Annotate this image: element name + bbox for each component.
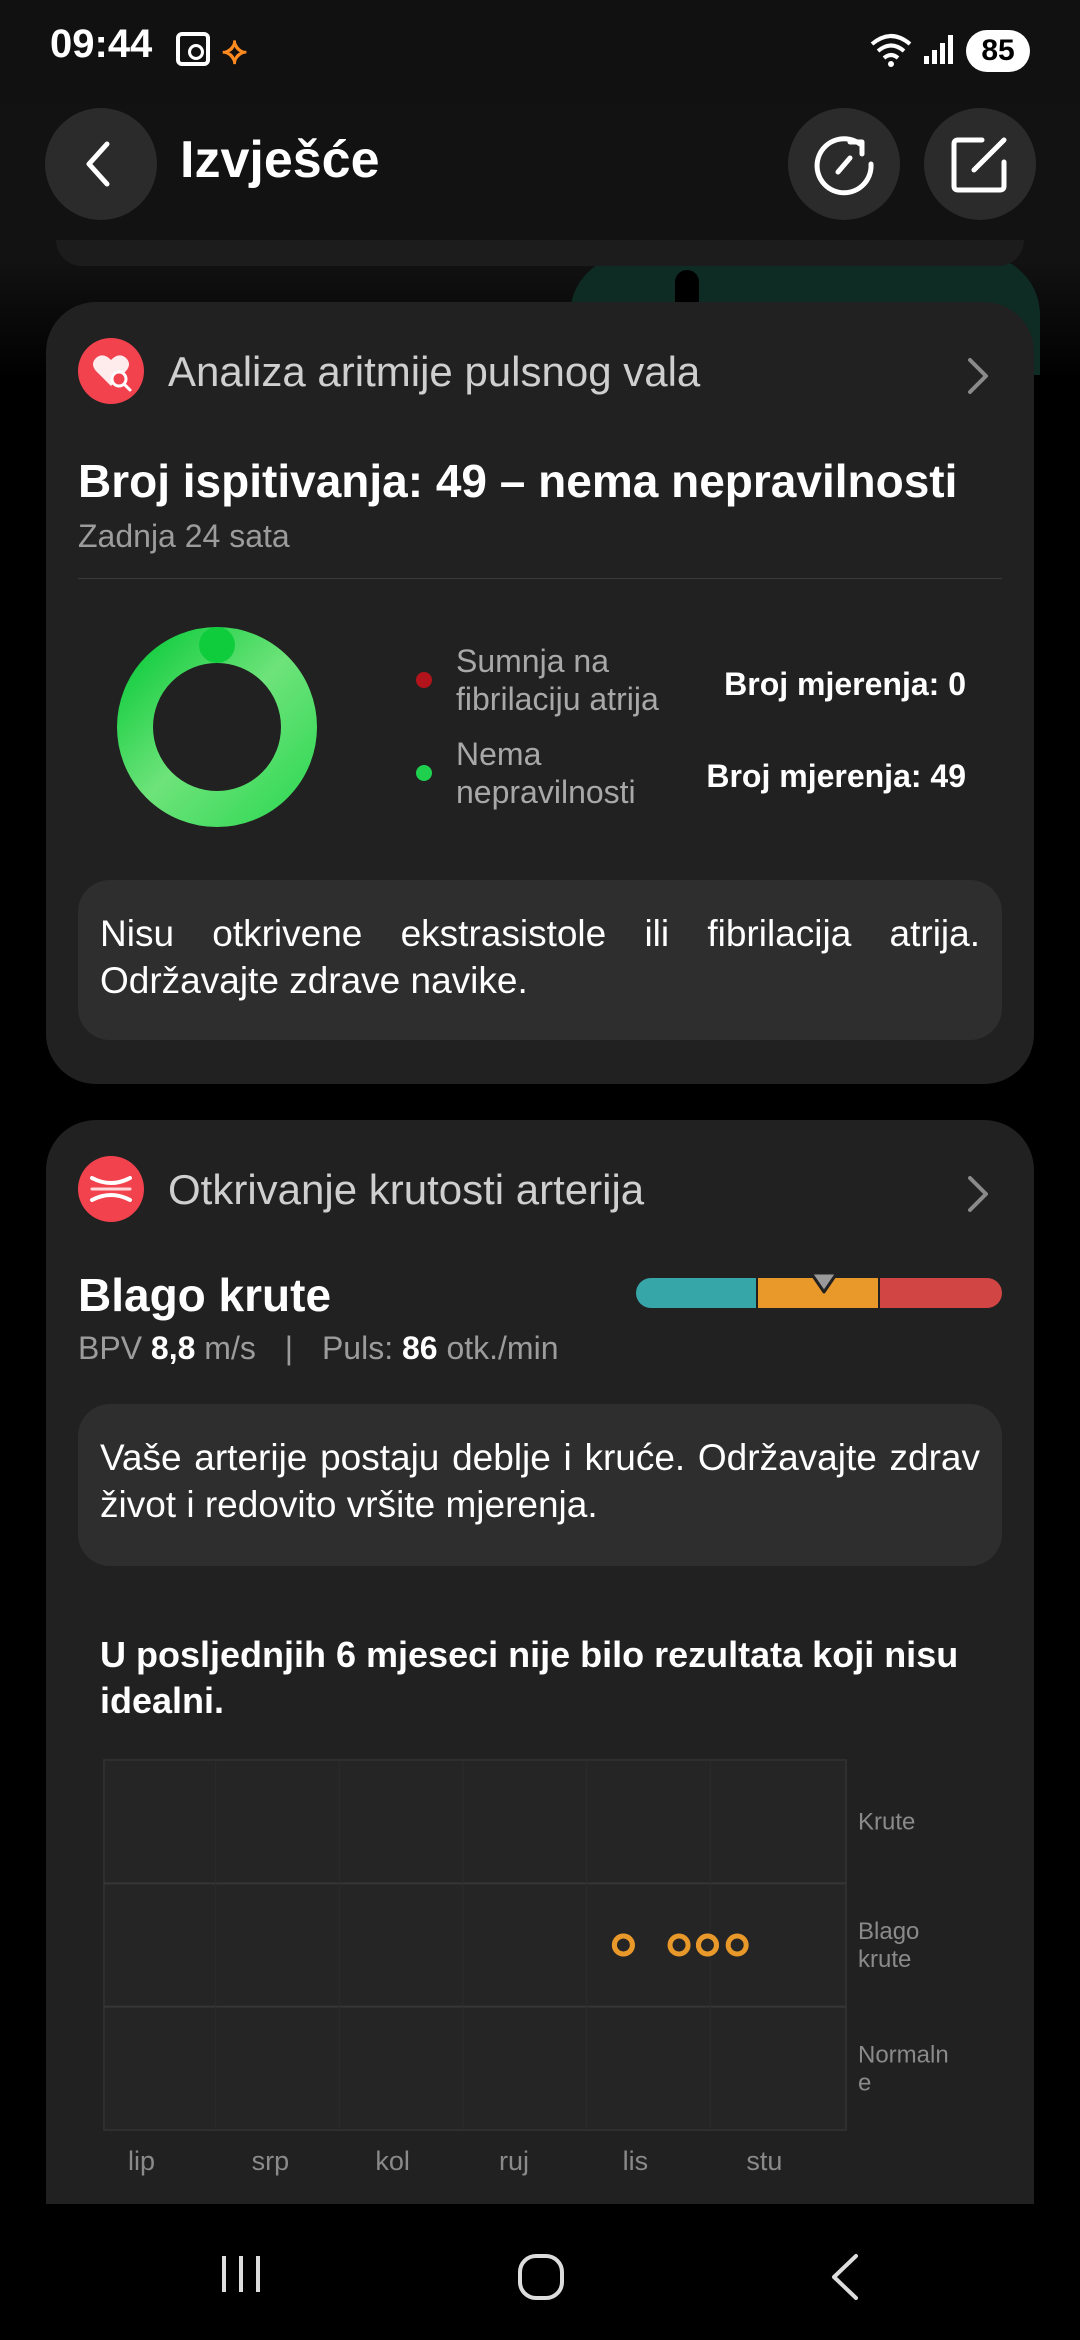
sync-button[interactable] <box>788 108 900 220</box>
back-button[interactable] <box>45 108 157 220</box>
stiffness-card[interactable] <box>46 1120 1034 2340</box>
screenshot-icon <box>176 32 210 66</box>
trend-title: U posljednjih 6 mjeseci nije bilo rezultata koji nisu idealni. <box>100 1634 959 1721</box>
back-arrow-icon <box>45 108 157 220</box>
arrhythmia-card-title: Analiza aritmije pulsnog vala <box>168 348 701 395</box>
battery-indicator: 85 <box>966 30 1030 72</box>
status-bar <box>0 0 1080 100</box>
stiffness-card-title: Otkrivanje krutosti arterija <box>168 1166 645 1213</box>
previous-card-edge <box>56 240 1024 266</box>
arrhythmia-card[interactable] <box>46 302 1034 1084</box>
legend-dot-afib <box>416 672 432 688</box>
pulse-label: Puls: <box>321 1330 394 1366</box>
chart-y-tick-label: krute <box>858 1946 912 1973</box>
wifi-icon <box>868 32 914 68</box>
sync-icon <box>788 108 900 220</box>
arrhythmia-headline: Broj ispitivanja: 49 – nema nepravilnosti <box>78 455 958 507</box>
page-title: Izvješće <box>180 131 380 189</box>
home-icon[interactable] <box>516 2252 566 2302</box>
chart-x-tick-label: ruj <box>499 2146 530 2176</box>
pulse-unit: otk./min <box>446 1330 559 1366</box>
arrhythmia-message: Nisu otkrivene ekstrasistole ili fibrilacija atrija. Održavajte zdrave navike. <box>78 880 1002 1040</box>
legend-label-normal: Nema nepravilnosti <box>456 736 636 810</box>
legend-dot-normal <box>416 765 432 781</box>
arrhythmia-period: Zadnja 24 sata <box>78 518 290 554</box>
bpv-label: BPV <box>78 1330 143 1366</box>
app-header <box>0 100 1080 240</box>
metric-separator: | <box>284 1330 294 1366</box>
stiffness-status: Blago krute <box>78 1269 332 1321</box>
edit-icon <box>924 108 1036 220</box>
donut-start-cap <box>199 627 235 663</box>
legend-value-normal: Broj mjerenja: 49 <box>706 758 966 794</box>
recent-apps-icon[interactable] <box>216 2252 266 2296</box>
chart-x-tick-label: lip <box>128 2146 156 2176</box>
bpv-unit: m/s <box>204 1330 256 1366</box>
heart-search-icon <box>78 338 144 404</box>
bpv-value: 8,8 <box>150 1330 196 1366</box>
chart-x-tick-label: stu <box>746 2146 783 2176</box>
stiffness-message: Vaše arterije postaju deblje i kruće. Održavajte zdrav život i redovito vršite mjerenja. <box>78 1404 1002 1566</box>
signal-icon <box>922 32 956 66</box>
chevron-right-icon <box>966 356 990 396</box>
chart-x-tick-label: srp <box>251 2146 290 2176</box>
chart-y-tick-label: Blago <box>858 1918 920 1945</box>
chart-y-tick-label: e <box>858 2069 872 2097</box>
edit-button[interactable] <box>924 108 1036 220</box>
arrhythmia-card-header[interactable] <box>78 338 1002 408</box>
stiffness-trend-chart <box>46 1120 1034 2340</box>
legend-value-afib: Broj mjerenja: 0 <box>724 666 966 702</box>
divider <box>78 578 1002 579</box>
pulse-value: 86 <box>401 1330 438 1366</box>
system-nav-bar <box>0 2204 1080 2340</box>
legend-label-afib: Sumnja na fibrilaciju atrija <box>456 643 659 717</box>
arrhythmia-donut-chart <box>112 622 322 832</box>
chart-x-tick-label: kol <box>375 2146 410 2176</box>
back-nav-icon[interactable] <box>826 2252 866 2302</box>
chart-y-tick-label: Krute <box>858 1808 916 1836</box>
app-notification-icon: ⟡ <box>222 30 248 72</box>
chart-x-tick-label: lis <box>622 2146 649 2176</box>
status-time: 09:44 <box>50 22 153 66</box>
chart-y-tick-label: Normaln <box>858 2041 949 2069</box>
